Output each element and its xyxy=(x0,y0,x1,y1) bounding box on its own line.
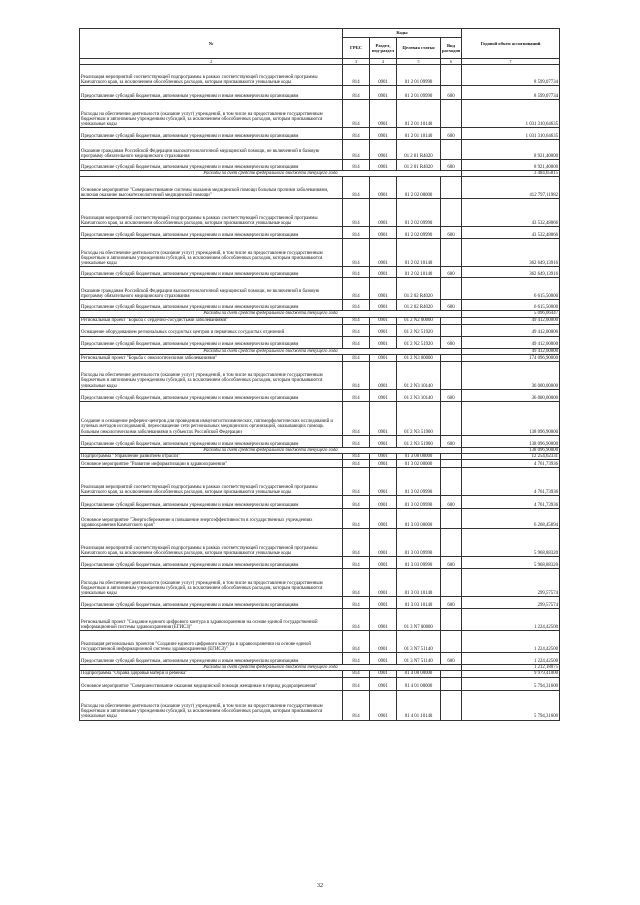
table-row xyxy=(80,557,560,569)
description-cell: Предоставление субсидий бюджетным, автономным учреждениям и иным некоммерческим организациям xyxy=(80,300,343,311)
grbs-cell: 814 xyxy=(343,609,370,631)
amount-cell: 1 224,42500 xyxy=(462,609,560,631)
target-article-cell: 01 2 N3 10140 xyxy=(397,361,441,389)
razdel-cell: 0901 xyxy=(370,677,397,690)
expense-type-cell xyxy=(441,278,462,300)
expense-type-cell xyxy=(441,324,462,336)
expense-type-cell xyxy=(441,140,462,160)
grbs-cell: 814 xyxy=(343,65,370,86)
budget-table xyxy=(79,28,560,721)
grbs-cell: 814 xyxy=(343,160,370,171)
amount-cell: 138 096,90000 xyxy=(462,401,560,435)
expense-type-cell: 600 xyxy=(441,86,462,100)
table-row xyxy=(80,336,560,348)
grbs-cell: 814 xyxy=(343,300,370,311)
expense-type-cell: 600 xyxy=(441,227,462,239)
expense-type-cell: 600 xyxy=(441,160,462,171)
grbs-cell: 814 xyxy=(343,529,370,557)
note-text: Расходы за счет средств федерального бюджета текущего года xyxy=(80,311,462,317)
description-cell: Основное мероприятие "Энергосбережение и повышение энергоэффективности в государственных учреждениях здравоохранения Камчатского края" xyxy=(80,509,343,529)
header-index-cell: 4 xyxy=(370,59,397,65)
target-article-cell: 01 2 01 09990 xyxy=(397,65,441,86)
razdel-cell: 0901 xyxy=(370,267,397,278)
razdel-cell: 0901 xyxy=(370,496,397,509)
description-cell: Региональный проект "Борьба с онкологическими заболеваниями" xyxy=(80,354,343,361)
description-cell: Реализация региональных проектов "Создание единого цифрового контура в здравоохранении на основе единой государственной информационной системы здравоохранения (ЕГИСЗ)" xyxy=(80,631,343,653)
description-cell: Основное мероприятие "Развитие информатизации в здравоохранении" xyxy=(80,460,343,468)
amount-cell: 36 000,00000 xyxy=(462,361,560,389)
expense-type-cell: 600 xyxy=(441,300,462,311)
table-row xyxy=(80,267,560,278)
razdel-cell: 0901 xyxy=(370,631,397,653)
table-row xyxy=(80,509,560,529)
expense-type-cell: 600 xyxy=(441,653,462,665)
expense-type-cell: 600 xyxy=(441,496,462,509)
expense-type-cell xyxy=(441,177,462,199)
amount-cell: 299,57574 xyxy=(462,597,560,609)
expense-type-cell xyxy=(441,199,462,227)
page-number: 32 xyxy=(317,883,323,889)
amount-cell: 362 649,13916 xyxy=(462,239,560,267)
expense-type-cell xyxy=(441,460,462,468)
amount-cell: 8 921,40000 xyxy=(462,140,560,160)
expense-type-cell xyxy=(441,239,462,267)
amount-cell: 6 268,45894 xyxy=(462,509,560,529)
grbs-cell: 814 xyxy=(343,557,370,569)
table-row xyxy=(80,653,560,665)
amount-cell: 5 096,06447 xyxy=(462,311,560,317)
description-cell: Основное мероприятие "Совершенствование оказания медицинской помощи женщинам в период родоразрешения" xyxy=(80,677,343,690)
grbs-cell: 814 xyxy=(343,435,370,447)
target-article-cell: 01 2 N2 00000 xyxy=(397,317,441,324)
expense-type-cell xyxy=(441,100,462,128)
target-article-cell: 01 3 03 00000 xyxy=(397,509,441,529)
grbs-cell: 814 xyxy=(343,324,370,336)
razdel-cell: 0901 xyxy=(370,100,397,128)
amount-cell: 362 649,13916 xyxy=(462,267,560,278)
grbs-cell: 814 xyxy=(343,86,370,100)
description-cell: Региональный проект "Создание единого цифрового контура в здравоохранении на основе единой государственной информационной системы здравоохранения (ЕГИСЗ)" xyxy=(80,609,343,631)
table-row xyxy=(80,690,560,720)
amount-cell: 43 532,48066 xyxy=(462,199,560,227)
amount-cell: 1 031 310,64635 xyxy=(462,128,560,140)
table-row xyxy=(80,609,560,631)
table-row xyxy=(80,199,560,227)
expense-type-cell xyxy=(441,631,462,653)
razdel-cell: 0901 xyxy=(370,336,397,348)
table-row xyxy=(80,677,560,690)
grbs-cell: 814 xyxy=(343,496,370,509)
amount-cell: 49 412,00000 xyxy=(462,317,560,324)
razdel-cell: 0901 xyxy=(370,557,397,569)
grbs-cell: 814 xyxy=(343,401,370,435)
razdel-cell: 0901 xyxy=(370,454,397,460)
razdel-cell: 0901 xyxy=(370,65,397,86)
amount-cell: 6 615,50000 xyxy=(462,278,560,300)
table-row xyxy=(80,468,560,496)
amount-cell: 4 761,73936 xyxy=(462,460,560,468)
table-row xyxy=(80,389,560,401)
description-cell: Расходы на обеспечение деятельности (оказание услуг) учреждений, в том числе на предоставление государственным бюджетным и автономным учреждениям субсидий, за исключением обособленных расходов, которым присваиваются уникальные коды xyxy=(80,239,343,267)
table-row xyxy=(80,227,560,239)
expense-type-cell xyxy=(441,317,462,324)
table-row xyxy=(80,496,560,509)
razdel-cell: 0901 xyxy=(370,509,397,529)
target-article-cell: 01 4 01 10140 xyxy=(397,690,441,720)
razdel-cell: 0901 xyxy=(370,609,397,631)
table-row xyxy=(80,401,560,435)
table-row xyxy=(80,160,560,171)
target-article-cell: 01 2 N3 51900 xyxy=(397,401,441,435)
table-row xyxy=(80,435,560,447)
description-cell: Оказание гражданам Российской Федерации высокотехнологичной медицинской помощи, не включенной в базовую программу обязательного медицинского страхования xyxy=(80,278,343,300)
razdel-cell: 0901 xyxy=(370,653,397,665)
description-cell: Расходы на обеспечение деятельности (оказание услуг) учреждений, в том числе на предоставление государственным бюджетным и автономным учреждениям субсидий, за исключением обособленных расходов, которым присваиваются уникальные коды xyxy=(80,569,343,597)
description-cell: Расходы на обеспечение деятельности (оказание услуг) учреждений, в том числе на предоставление государственным бюджетным и автономным учреждениям субсидий, за исключением обособленных расходов, которым присваиваются уникальные коды xyxy=(80,690,343,720)
razdel-cell: 0901 xyxy=(370,177,397,199)
target-article-cell: 01 4 00 00000 xyxy=(397,671,441,677)
amount-cell: 412 797,11982 xyxy=(462,177,560,199)
grbs-cell: 814 xyxy=(343,631,370,653)
target-article-cell: 01 2 01 09990 xyxy=(397,86,441,100)
table-row xyxy=(80,361,560,389)
amount-cell: 6 615,50000 xyxy=(462,300,560,311)
target-article-cell: 01 2 01 10140 xyxy=(397,128,441,140)
target-article-cell: 01 3 N7 51140 xyxy=(397,653,441,665)
target-article-cell: 01 2 N3 51900 xyxy=(397,435,441,447)
amount-cell: 1 224,42500 xyxy=(462,631,560,653)
target-article-cell: 01 2 02 R4020 xyxy=(397,278,441,300)
amount-cell: 9 979,41000 xyxy=(462,671,560,677)
header-index-cell: 7 xyxy=(462,59,560,65)
header-codes: Коды xyxy=(343,29,462,38)
expense-type-cell xyxy=(441,354,462,361)
table-row xyxy=(80,460,560,468)
grbs-cell: 814 xyxy=(343,569,370,597)
description-cell: Подпрограмма "Управление развитием отрасли" xyxy=(80,454,343,460)
table-row xyxy=(80,631,560,653)
description-cell: Реализация мероприятий соответствующей подпрограммы в рамках соответствующей государственной программы Камчатского края, за исключением обособленных расходов, которым присваиваются уникальные коды xyxy=(80,65,343,86)
amount-cell: 1 212,18075 xyxy=(462,665,560,671)
expense-type-cell: 600 xyxy=(441,267,462,278)
razdel-cell: 0901 xyxy=(370,199,397,227)
grbs-cell: 814 xyxy=(343,128,370,140)
target-article-cell: 01 3 03 09990 xyxy=(397,529,441,557)
target-article-cell: 01 2 01 10140 xyxy=(397,100,441,128)
description-cell: Оказание гражданам Российской Федерации высокотехнологичной медицинской помощи, не включенной в базовую программу обязательного медицинского страхования xyxy=(80,140,343,160)
table-row xyxy=(80,177,560,199)
note-text: Расходы за счет средств федерального бюджета текущего года xyxy=(80,665,462,671)
grbs-cell: 814 xyxy=(343,460,370,468)
grbs-cell: 814 xyxy=(343,239,370,267)
description-cell: Предоставление субсидий бюджетным, автономным учреждениям и иным некоммерческим организациям xyxy=(80,597,343,609)
table-row xyxy=(80,324,560,336)
table-header xyxy=(80,29,560,65)
grbs-cell: 814 xyxy=(343,100,370,128)
grbs-cell: 814 xyxy=(343,336,370,348)
description-cell: Предоставление субсидий бюджетным, автономным учреждениям и иным некоммерческим организациям xyxy=(80,496,343,509)
target-article-cell: 01 3 02 09990 xyxy=(397,468,441,496)
target-article-cell: 01 3 N7 51140 xyxy=(397,631,441,653)
description-cell: Создание и оснащение референс-центров для проведения иммуногистохимических, патоморфологических исследований и лучевых методов исследований, переоснащение сети региональных медицинских организаций, оказывающих помощь больным онкологическими заболеваниями в субъектах Российской Федерации xyxy=(80,401,343,435)
description-cell: Предоставление субсидий бюджетным, автономным учреждениям и иным некоммерческим организациям xyxy=(80,557,343,569)
razdel-cell: 0901 xyxy=(370,690,397,720)
description-cell: Реализация мероприятий соответствующей подпрограммы в рамках соответствующей государственной программы Камчатского края, за исключением обособленных расходов, которым присваиваются уникальные коды xyxy=(80,529,343,557)
amount-cell: 299,57574 xyxy=(462,569,560,597)
table-row xyxy=(80,569,560,597)
grbs-cell: 814 xyxy=(343,389,370,401)
expense-type-cell xyxy=(441,677,462,690)
description-cell: Предоставление субсидий бюджетным, автономным учреждениям и иным некоммерческим организациям xyxy=(80,86,343,100)
amount-cell: 138 096,90000 xyxy=(462,435,560,447)
grbs-cell: 814 xyxy=(343,454,370,460)
amount-cell: 1 224,42500 xyxy=(462,653,560,665)
expense-type-cell xyxy=(441,690,462,720)
target-article-cell: 01 2 N2 51920 xyxy=(397,324,441,336)
target-article-cell: 01 3 00 00000 xyxy=(397,454,441,460)
grbs-cell: 814 xyxy=(343,354,370,361)
razdel-cell: 0901 xyxy=(370,160,397,171)
razdel-cell: 0901 xyxy=(370,460,397,468)
grbs-cell: 814 xyxy=(343,317,370,324)
target-article-cell: 01 3 02 00000 xyxy=(397,460,441,468)
target-article-cell: 01 2 N2 51920 xyxy=(397,336,441,348)
amount-cell: 49 412,00000 xyxy=(462,336,560,348)
expense-type-cell: 600 xyxy=(441,128,462,140)
description-cell: Реализация мероприятий соответствующей подпрограммы в рамках соответствующей государственной программы Камчатского края, за исключением обособленных расходов, которым присваиваются уникальные коды xyxy=(80,468,343,496)
razdel-cell: 0901 xyxy=(370,529,397,557)
header-index-cell: 3 xyxy=(343,59,370,65)
target-article-cell: 01 2 01 R4020 xyxy=(397,160,441,171)
amount-cell: 5 794,31600 xyxy=(462,677,560,690)
expense-type-cell xyxy=(441,401,462,435)
expense-type-cell xyxy=(441,468,462,496)
razdel-cell: 0901 xyxy=(370,569,397,597)
target-article-cell: 01 2 N3 00000 xyxy=(397,354,441,361)
amount-cell: 5 968,88320 xyxy=(462,529,560,557)
description-cell: Расходы на обеспечение деятельности (оказание услуг) учреждений, в том числе на предоставление государственным бюджетным и автономным учреждениям субсидий, за исключением обособленных расходов, которым присваиваются уникальные коды xyxy=(80,100,343,128)
table-row xyxy=(80,300,560,311)
header-index-cell: 2 xyxy=(80,59,343,65)
header-razdel: Раздел, под-раздел xyxy=(370,38,397,59)
description-cell: Предоставление субсидий бюджетным, автономным учреждениям и иным некоммерческим организациям xyxy=(80,653,343,665)
expense-type-cell xyxy=(441,509,462,529)
table-row xyxy=(80,529,560,557)
amount-cell: 4 761,73936 xyxy=(462,496,560,509)
target-article-cell: 01 2 02 10140 xyxy=(397,239,441,267)
target-article-cell: 01 4 01 00000 xyxy=(397,677,441,690)
grbs-cell: 814 xyxy=(343,509,370,529)
amount-cell: 8 599,07734 xyxy=(462,86,560,100)
table-row xyxy=(80,278,560,300)
target-article-cell: 01 3 03 10140 xyxy=(397,597,441,609)
description-cell: Региональный проект "Борьба с сердечно-сосудистыми заболеваниями" xyxy=(80,317,343,324)
description-cell: Основное мероприятие "Совершенствование системы оказания медицинской помощи больным прочими заболеваниями, включая оказание высокотехнологичной медицинской помощи" xyxy=(80,177,343,199)
note-text: Расходы за счет средств федерального бюджета текущего года xyxy=(80,348,462,354)
target-article-cell: 01 2 02 09990 xyxy=(397,227,441,239)
grbs-cell: 814 xyxy=(343,468,370,496)
grbs-cell: 814 xyxy=(343,199,370,227)
amount-cell: 4 761,73936 xyxy=(462,468,560,496)
header-index-cell: 5 xyxy=(397,59,441,65)
expense-type-cell xyxy=(441,609,462,631)
grbs-cell: 814 xyxy=(343,690,370,720)
description-cell: Реализация мероприятий соответствующей подпрограммы в рамках соответствующей государственной программы Камчатского края, за исключением обособленных расходов, которым присваиваются уникальные коды xyxy=(80,199,343,227)
description-cell: Предоставление субсидий бюджетным, автономным учреждениям и иным некоммерческим организациям xyxy=(80,227,343,239)
razdel-cell: 0901 xyxy=(370,317,397,324)
amount-cell: 174 096,90000 xyxy=(462,354,560,361)
table-row xyxy=(80,239,560,267)
description-cell: Предоставление субсидий бюджетным, автономным учреждениям и иным некоммерческим организациям xyxy=(80,160,343,171)
expense-type-cell xyxy=(441,361,462,389)
table-row xyxy=(80,317,560,324)
target-article-cell: 01 3 02 09990 xyxy=(397,496,441,509)
razdel-cell: 0901 xyxy=(370,128,397,140)
target-article-cell: 01 2 02 10140 xyxy=(397,267,441,278)
description-cell: Оснащение оборудованием региональных сосудистых центров и первичных сосудистых отделений xyxy=(80,324,343,336)
razdel-cell: 0901 xyxy=(370,278,397,300)
table-row xyxy=(80,65,560,86)
amount-cell: 8 599,07734 xyxy=(462,65,560,86)
header-amount: Годовой объем ассигнований xyxy=(462,29,560,59)
grbs-cell: 814 xyxy=(343,278,370,300)
expense-type-cell: 600 xyxy=(441,597,462,609)
header-num: № xyxy=(80,29,343,59)
grbs-cell: 814 xyxy=(343,671,370,677)
description-cell: Предоставление субсидий бюджетным, автономным учреждениям и иным некоммерческим организациям xyxy=(80,336,343,348)
razdel-cell: 0901 xyxy=(370,468,397,496)
razdel-cell: 0901 xyxy=(370,354,397,361)
razdel-cell: 0901 xyxy=(370,401,397,435)
table-row xyxy=(80,86,560,100)
grbs-cell: 814 xyxy=(343,227,370,239)
razdel-cell: 0901 xyxy=(370,389,397,401)
note-text: Расходы за счет средств федерального бюджета текущего года xyxy=(80,171,462,177)
grbs-cell: 814 xyxy=(343,677,370,690)
amount-cell: 36 000,00000 xyxy=(462,389,560,401)
razdel-cell: 0901 xyxy=(370,671,397,677)
header-index-cell: 6 xyxy=(441,59,462,65)
amount-cell: 43 532,48066 xyxy=(462,227,560,239)
expense-type-cell xyxy=(441,529,462,557)
amount-cell: 12 254,62331 xyxy=(462,454,560,460)
amount-cell: 5 968,88320 xyxy=(462,557,560,569)
expense-type-cell: 600 xyxy=(441,336,462,348)
expense-type-cell: 600 xyxy=(441,389,462,401)
target-article-cell: 01 2 01 R4020 xyxy=(397,140,441,160)
description-cell: Подпрограмма "Охрана здоровья матери и ребенка" xyxy=(80,671,343,677)
amount-cell: 5 794,31600 xyxy=(462,690,560,720)
razdel-cell: 0901 xyxy=(370,435,397,447)
razdel-cell: 0901 xyxy=(370,300,397,311)
amount-cell: 8 921,40000 xyxy=(462,160,560,171)
razdel-cell: 0901 xyxy=(370,597,397,609)
amount-cell: 3 484,65815 xyxy=(462,171,560,177)
target-article-cell: 01 3 03 09990 xyxy=(397,557,441,569)
target-article-cell: 01 3 N7 00000 xyxy=(397,609,441,631)
description-cell: Предоставление субсидий бюджетным, автономным учреждениям и иным некоммерческим организациям xyxy=(80,267,343,278)
target-article-cell: 01 2 02 09990 xyxy=(397,199,441,227)
description-cell: Предоставление субсидий бюджетным, автономным учреждениям и иным некоммерческим организациям xyxy=(80,435,343,447)
note-text: Расходы за счет средств федерального бюджета текущего года xyxy=(80,447,462,453)
table-body xyxy=(80,65,560,720)
amount-cell: 138 096,90000 xyxy=(462,447,560,453)
amount-cell: 49 412,00000 xyxy=(462,348,560,354)
description-cell: Расходы на обеспечение деятельности (оказание услуг) учреждений, в том числе на предоставление государственным бюджетным и автономным учреждениям субсидий, за исключением обособленных расходов, которым присваиваются уникальные коды xyxy=(80,361,343,389)
target-article-cell: 01 2 02 00000 xyxy=(397,177,441,199)
description-cell: Предоставление субсидий бюджетным, автономным учреждениям и иным некоммерческим организациям xyxy=(80,128,343,140)
table-row xyxy=(80,354,560,361)
expense-type-cell xyxy=(441,65,462,86)
table-row xyxy=(80,100,560,128)
header-vr: Вид расходов xyxy=(441,38,462,59)
razdel-cell: 0901 xyxy=(370,140,397,160)
grbs-cell: 814 xyxy=(343,653,370,665)
header-csr: Целевая статья xyxy=(397,38,441,59)
table-row xyxy=(80,597,560,609)
target-article-cell: 01 3 03 10140 xyxy=(397,569,441,597)
expense-type-cell: 600 xyxy=(441,557,462,569)
grbs-cell: 814 xyxy=(343,597,370,609)
grbs-cell: 814 xyxy=(343,177,370,199)
target-article-cell: 01 2 02 R4020 xyxy=(397,300,441,311)
amount-cell: 1 031 310,64635 xyxy=(462,100,560,128)
table-row xyxy=(80,140,560,160)
razdel-cell: 0901 xyxy=(370,239,397,267)
amount-cell: 49 412,00000 xyxy=(462,324,560,336)
razdel-cell: 0901 xyxy=(370,227,397,239)
grbs-cell: 814 xyxy=(343,361,370,389)
description-cell: Предоставление субсидий бюджетным, автономным учреждениям и иным некоммерческим организациям xyxy=(80,389,343,401)
grbs-cell: 814 xyxy=(343,267,370,278)
table-row xyxy=(80,128,560,140)
razdel-cell: 0901 xyxy=(370,324,397,336)
budget-sheet xyxy=(79,28,559,721)
razdel-cell: 0901 xyxy=(370,86,397,100)
header-grbs: ГРБС xyxy=(343,38,370,59)
target-article-cell: 01 2 N3 10140 xyxy=(397,389,441,401)
razdel-cell: 0901 xyxy=(370,361,397,389)
expense-type-cell: 600 xyxy=(441,435,462,447)
expense-type-cell xyxy=(441,569,462,597)
grbs-cell: 814 xyxy=(343,140,370,160)
